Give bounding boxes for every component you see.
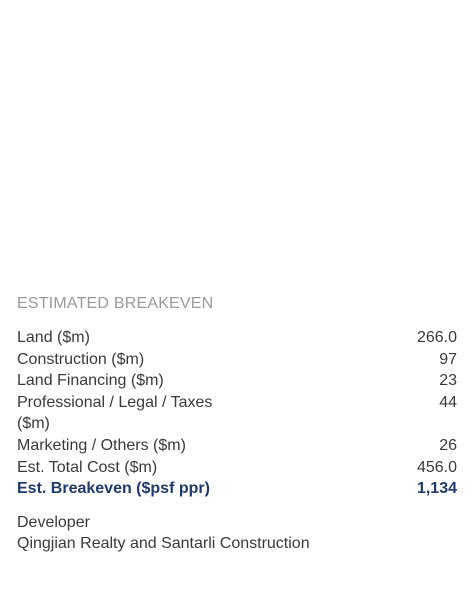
row-label: Est. Total Cost ($m) (17, 458, 158, 476)
row-value: 23 (439, 372, 457, 390)
section-title: ESTIMATED BREAKEVEN (17, 295, 214, 312)
row-label: Land ($m) (17, 329, 90, 346)
breakeven-card (17, 293, 457, 555)
row-label: Professional / Legal / Taxes ($m) (17, 393, 213, 433)
developer-heading: Developer (17, 513, 90, 531)
row-value: 97 (439, 350, 457, 368)
row-value: 266.0 (416, 329, 457, 346)
row-label: Construction ($m) (17, 350, 145, 368)
breakeven-label: Est. Breakeven ($psf ppr) (17, 480, 210, 498)
row-value: 26 (439, 436, 457, 454)
developer-block (17, 512, 457, 555)
breakeven-value: 1,134 (416, 480, 457, 498)
table-row (17, 435, 457, 457)
row-value: 456.0 (416, 458, 457, 476)
table-row (17, 327, 457, 349)
table-row (17, 349, 457, 371)
row-value: 44 (439, 393, 457, 411)
table-row (17, 392, 457, 435)
table-row (17, 370, 457, 392)
row-label: Marketing / Others ($m) (17, 436, 186, 454)
row-label: Land Financing ($m) (17, 372, 164, 390)
breakeven-row (17, 478, 457, 500)
developer-name: Qingjian Realty and Santarli Construction (17, 535, 310, 553)
table-row (17, 457, 457, 479)
